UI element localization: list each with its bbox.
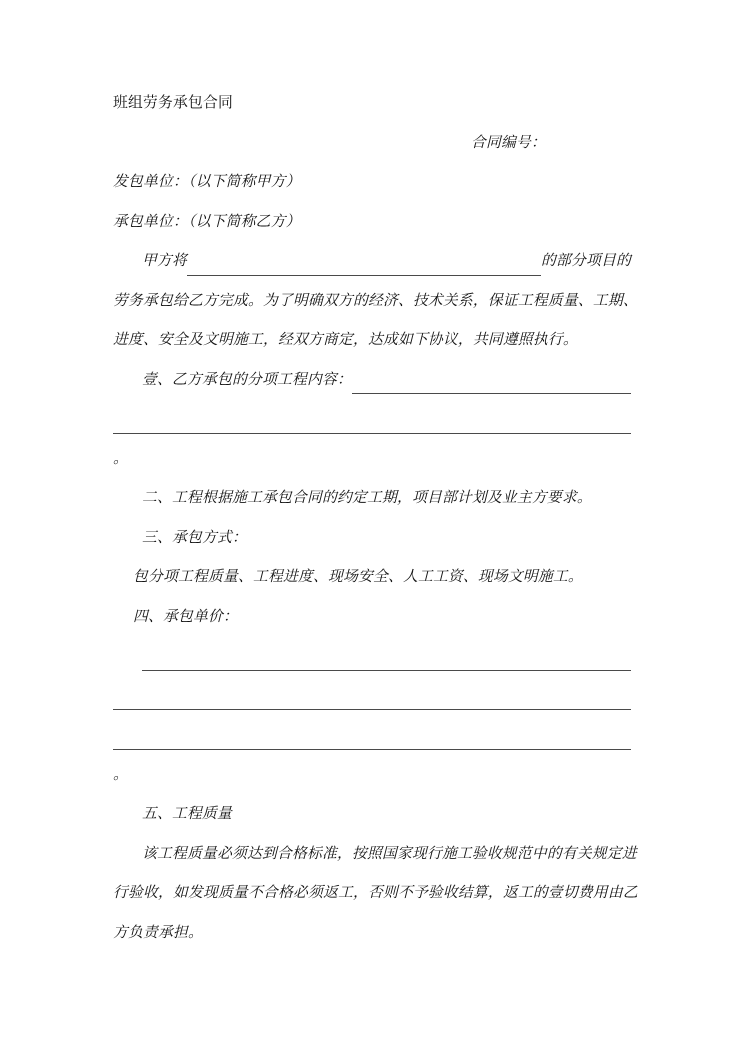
- clause5-line-2: 行验收，如发现质量不合格必须返工，否则不予验收结算，返工的壹切费用由乙: [113, 884, 638, 901]
- clause1-blank: [352, 360, 631, 395]
- clause1-label: 壹、乙方承包的分项工程内容：: [142, 370, 352, 388]
- clause2-line: 二、工程根据施工承包合同的约定工期，项目部计划及业主方要求。: [142, 489, 592, 506]
- clause1-period: 。: [113, 449, 128, 467]
- clause3-label: 三、承包方式：: [142, 528, 247, 546]
- intro-prefix: 甲方将: [142, 252, 187, 269]
- intro-line-3: 进度、安全及文明施工，经双方商定，达成如下协议，共同遵照执行。: [113, 331, 578, 348]
- clause5-heading: 五、工程质量: [142, 805, 232, 822]
- clause5-line-3: 方负责承担。: [113, 923, 203, 941]
- intro-suffix: 的部分项目的: [541, 252, 631, 269]
- clause3-body: 包分项工程质量、工程进度、现场安全、人工工资、现场文明施工。: [133, 568, 583, 585]
- contract-number-label: 合同编号：: [471, 133, 546, 151]
- clause4-label: 四、承包单价：: [133, 607, 238, 625]
- clause1-line: [113, 360, 631, 400]
- clause4-blank-line-3: [113, 715, 631, 755]
- party-b-line: 承包单位：（以下简称乙方）: [113, 212, 301, 230]
- document-title: 班组劳务承包合同: [113, 94, 233, 111]
- intro-line-1: [113, 241, 631, 281]
- clause4-blank-line-2: [113, 676, 631, 716]
- clause4-blank-line-1: [113, 636, 631, 676]
- clause4-period: 。: [113, 765, 128, 783]
- intro-line-2: 劳务承包给乙方完成。为了明确双方的经济、技术关系，保证工程质量、工期、: [113, 291, 638, 309]
- clause5-line-1: 该工程质量必须达到合格标准，按照国家现行施工验收规范中的有关规定进: [142, 844, 637, 862]
- party-a-line: 发包单位：（以下简称甲方）: [113, 173, 301, 190]
- clause1-blank-line: [113, 399, 631, 439]
- project-name-blank: [187, 241, 541, 276]
